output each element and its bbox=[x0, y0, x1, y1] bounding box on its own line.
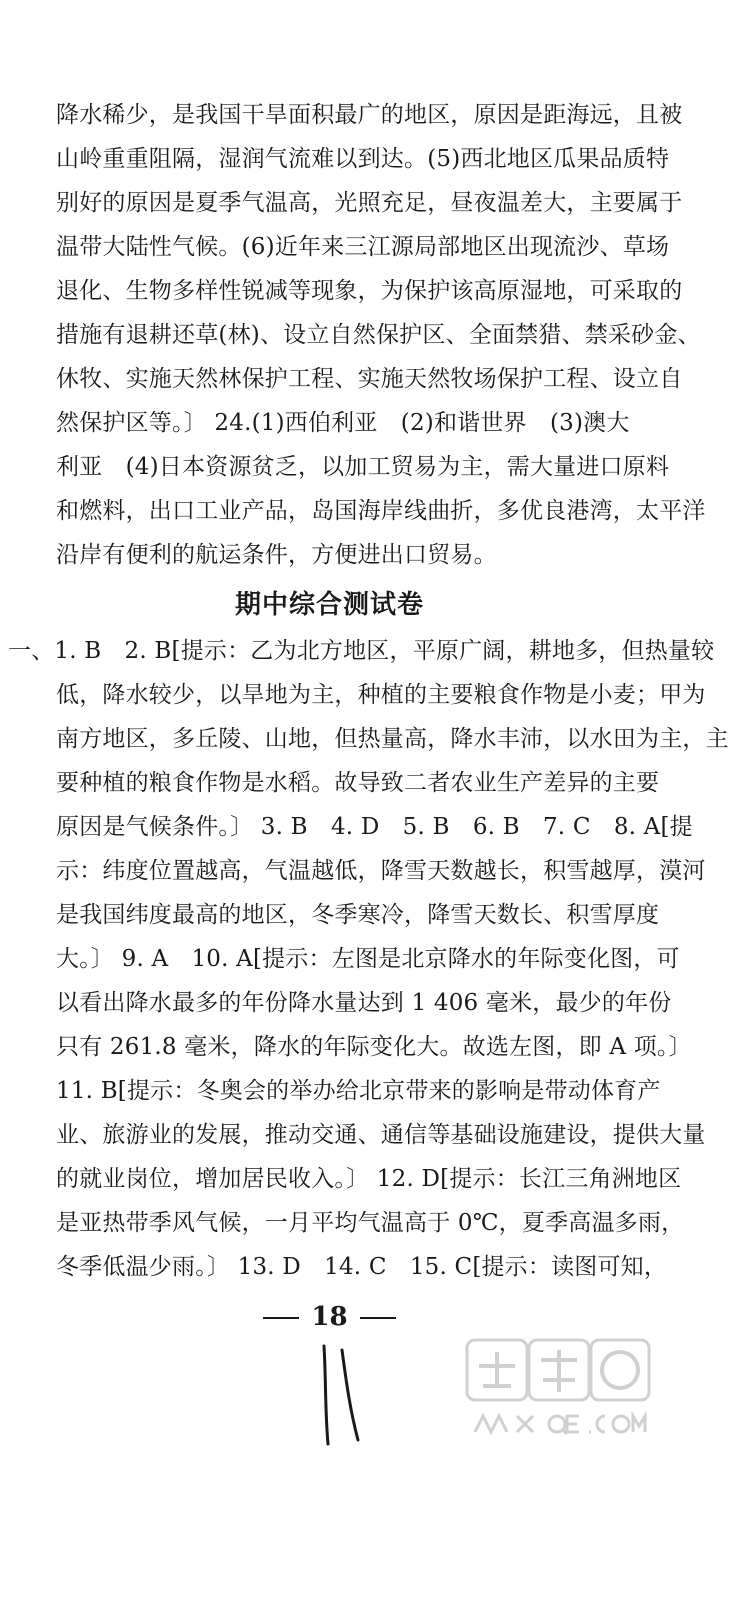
text-line: 降水稀少，是我国干旱面积最广的地区，原因是距海远，且被 bbox=[56, 102, 683, 128]
text-line: 然保护区等。〕 24.(1)西伯利亚 (2)和谐世界 (3)澳大 bbox=[56, 410, 630, 436]
answer-line: 是我国纬度最高的地区，冬季寒冷，降雪天数长、积雪厚度 bbox=[56, 902, 660, 928]
answer-line: 以看出降水最多的年份降水量达到 1 406 毫米，最少的年份 bbox=[56, 990, 672, 1016]
page-number bbox=[0, 1300, 659, 1334]
answer-line: 业、旅游业的发展，推动交通、通信等基础设施建设，提供大量 bbox=[56, 1122, 706, 1148]
answer-line: 要种植的粮食作物是水稻。故导致二者农业生产差异的主要 bbox=[56, 770, 660, 796]
answer-line: 11. B[提示：冬奥会的举办给北京带来的影响是带动体育产 bbox=[56, 1078, 661, 1104]
answer-line: 低，降水较少，以旱地为主，种植的主要粮食作物是小麦；甲为 bbox=[56, 682, 706, 708]
text-line: 休牧、实施天然林保护工程、实施天然牧场保护工程、设立自 bbox=[56, 366, 683, 392]
text-line: 措施有退耕还草(林)、设立自然保护区、全面禁猎、禁采砂金、 bbox=[56, 322, 701, 348]
handwritten-mark-icon bbox=[310, 1340, 370, 1450]
answer-line: 大。〕 9. A 10. A[提示：左图是北京降水的年际变化图，可 bbox=[56, 946, 680, 972]
text-line: 别好的原因是夏季气温高，光照充足，昼夜温差大，主要属于 bbox=[56, 190, 683, 216]
dash-left bbox=[263, 1317, 299, 1319]
dash-right bbox=[360, 1317, 396, 1319]
answer-line: 南方地区，多丘陵、山地，但热量高，降水丰沛，以水田为主，主 bbox=[56, 726, 729, 752]
answer-line: 只有 261.8 毫米，降水的年际变化大。故选左图，即 A 项。〕 bbox=[56, 1034, 692, 1060]
text-line-last: 沿岸有便利的航运条件，方便进出口贸易。 bbox=[56, 542, 497, 568]
answer-line: 一、1. B 2. B[提示：乙为北方地区，平原广阔，耕地多，但热量较 bbox=[8, 638, 715, 664]
answer-line: 是亚热带季风气候，一月平均气温高于 0℃，夏季高温多雨， bbox=[56, 1210, 685, 1236]
section-title: 期中综合测试卷 bbox=[234, 590, 424, 620]
text-line: 退化、生物多样性锐减等现象，为保护该高原湿地，可采取的 bbox=[56, 278, 683, 304]
text-line: 和燃料，出口工业产品，岛国海岸线曲折，多优良港湾，太平洋 bbox=[56, 498, 706, 524]
page-number-value: 18 bbox=[311, 1302, 348, 1332]
answer-line: 冬季低温少雨。〕 13. D 14. C 15. C[提示：读图可知， bbox=[56, 1254, 668, 1280]
watermark-logo-icon bbox=[463, 1336, 653, 1451]
text-line: 温带大陆性气候。(6)近年来三江源局部地区出现流沙、草场 bbox=[56, 234, 670, 260]
answer-line: 示：纬度位置越高，气温越低，降雪天数越长，积雪越厚，漠河 bbox=[56, 858, 706, 884]
answer-line: 的就业岗位，增加居民收入。〕 12. D[提示：长江三角洲地区 bbox=[56, 1166, 682, 1192]
text-line: 利亚 (4)日本资源贫乏，以加工贸易为主，需大量进口原料 bbox=[56, 454, 670, 480]
answer-line: 原因是气候条件。〕 3. B 4. D 5. B 6. B 7. C 8. A[提 bbox=[56, 814, 693, 840]
text-line: 山岭重重阻隔，湿润气流难以到达。(5)西北地区瓜果品质特 bbox=[56, 146, 670, 172]
